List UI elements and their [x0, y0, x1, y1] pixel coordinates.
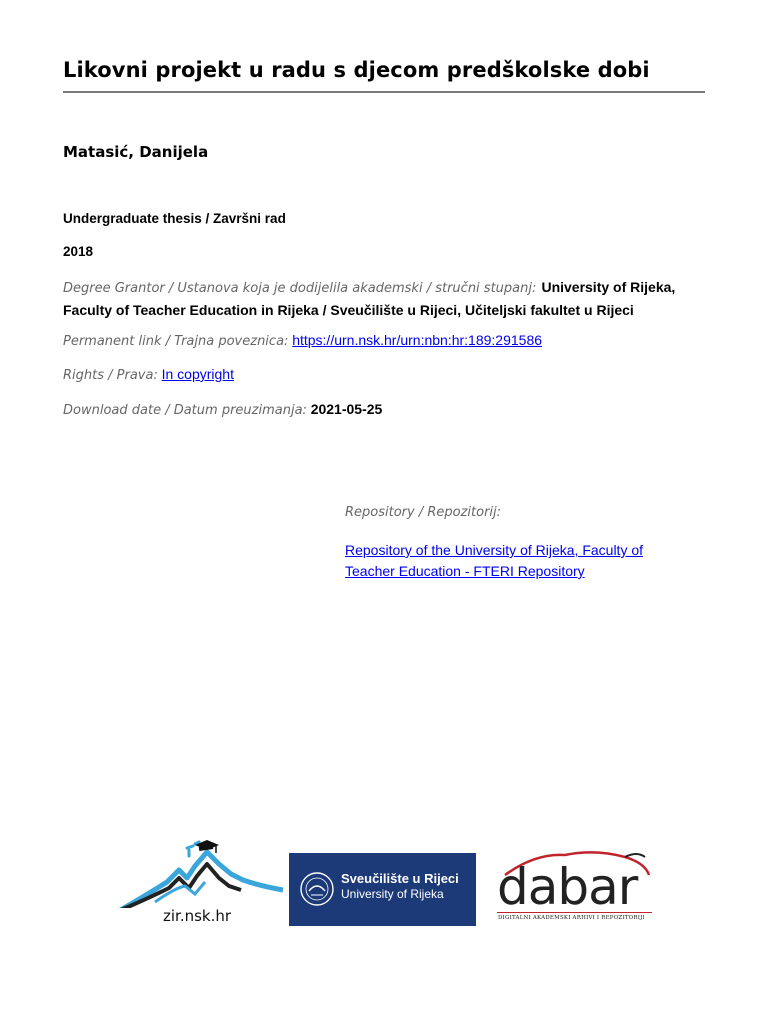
zir-logo-text: zir.nsk.hr	[163, 907, 232, 925]
download-date-label: Download date / Datum preuzimanja:	[63, 403, 307, 418]
dabar-logo-word: dabar	[497, 858, 638, 916]
degree-grantor-value: University of Rijeka, Faculty of Teacher Education in Rijeka / Sveučilište u Rijeci, Učiteljski fakultet u Rijeci	[63, 279, 676, 318]
repository-label: Repository / Repozitorij:	[345, 505, 502, 520]
university-seal-icon	[297, 869, 337, 909]
dabar-logo-subtitle: DIGITALNI AKADEMSKI ARHIVI I REPOZITORIJI	[498, 915, 645, 921]
zir-logo[interactable]	[115, 838, 285, 925]
thesis-type: Undergraduate thesis / Završni rad	[63, 211, 286, 226]
document-title: Likovni projekt u radu s djecom predškolske dobi	[63, 58, 650, 82]
dabar-divider	[497, 912, 652, 913]
permanent-link[interactable]: https://urn.nsk.hr/urn:nbn:hr:189:291586	[292, 332, 543, 348]
download-date-value: 2021-05-25	[310, 401, 383, 417]
university-name-en: University of Rijeka	[341, 887, 444, 901]
rights-label: Rights / Prava:	[63, 368, 158, 383]
degree-grantor-label: Degree Grantor / Ustanova koja je dodijelila akademski / stručni stupanj:	[63, 281, 537, 296]
rights-link[interactable]: In copyright	[161, 366, 234, 382]
permanent-link-label: Permanent link / Trajna poveznica:	[63, 334, 289, 349]
rights-row	[63, 366, 234, 383]
thesis-year: 2018	[63, 244, 94, 259]
title-divider	[63, 91, 705, 93]
degree-grantor	[63, 276, 723, 321]
university-of-rijeka-logo[interactable]	[289, 853, 476, 926]
author-name: Matasić, Danijela	[63, 143, 209, 161]
repository-link[interactable]: Repository of the University of Rijeka, Faculty of Teacher Education - FTERI Repository	[345, 542, 644, 579]
download-date-row	[63, 401, 382, 418]
dabar-logo[interactable]	[495, 845, 655, 927]
zir-mountains-icon	[115, 838, 285, 908]
university-name-hr: Sveučilište u Rijeci	[341, 871, 459, 886]
permanent-link-row	[63, 332, 542, 349]
